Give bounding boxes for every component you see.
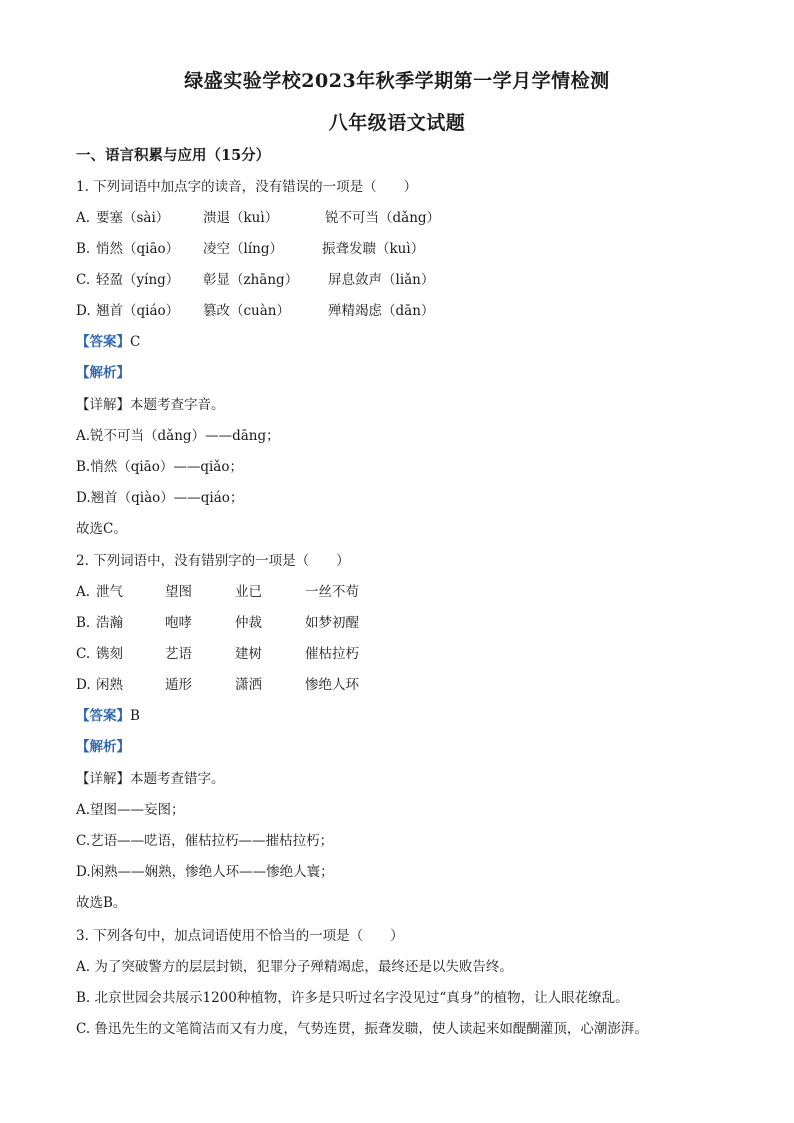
explanation-note: C.艺语——呓语，催枯拉朽——摧枯拉朽； (76, 833, 334, 849)
explanation-note: D.翘首（qiào）——qiáo； (76, 490, 244, 506)
question-3-option-b: B. 北京世园会共展示1200种植物，许多是只听过名字没见过“真身”的植物，让人眼花缭乱。 (76, 990, 629, 1006)
exam-subtitle: 八年级语文试题 (328, 112, 466, 134)
answer-tag: 【答案】 (76, 708, 130, 724)
option-item: 锐不可当（dǎng） (325, 210, 441, 226)
option-item: 遁形 (165, 677, 192, 693)
option-item: 艺语 (165, 646, 192, 662)
explanation-note: D.闲熟——娴熟，惨绝人环——惨绝人寰； (76, 864, 334, 880)
conclusion-line: 故选B。 (76, 895, 127, 911)
answer-tag: 【答案】 (76, 334, 130, 350)
question-1-stem: 1. 下列词语中加点字的读音，没有错误的一项是（ ） (76, 179, 418, 195)
option-letter: C. (76, 272, 91, 288)
option-item: 屏息敛声（liǎn） (328, 272, 435, 288)
option-letter: B. (76, 615, 91, 631)
option-item: 仲裁 (235, 615, 262, 631)
explanation-note: A.锐不可当（dǎng）——dāng； (76, 428, 280, 444)
option-letter: A. (76, 210, 91, 226)
option-item: 振聋发聩（kuì） (322, 241, 425, 257)
detail-line: 【详解】本题考查错字。 (76, 771, 225, 787)
conclusion-line: 故选C。 (76, 521, 127, 537)
question-3-option-a: A. 为了突破警方的层层封锁，犯罪分子殚精竭虑，最终还是以失败告终。 (76, 959, 513, 975)
answer-value: C (130, 334, 141, 350)
option-item: 轻盈（yíng） (96, 272, 180, 288)
option-item: 篡改（cuàn） (203, 303, 290, 319)
detail-line: 【详解】本题考查字音。 (76, 397, 225, 413)
option-item: 彰显（zhāng） (203, 272, 299, 288)
option-item: 溃退（kuì） (203, 210, 279, 226)
option-item: 殚精竭虑（dān） (328, 303, 435, 319)
question-2-stem: 2. 下列词语中，没有错别字的一项是（ ） (76, 553, 350, 569)
option-item: 如梦初醒 (305, 615, 359, 631)
option-item: 业已 (235, 584, 262, 600)
option-item: 泄气 (96, 584, 123, 600)
answer-line-1 (76, 332, 140, 352)
section-heading: 一、语言积累与应用（15分） (76, 147, 271, 164)
option-item: 催枯拉朽 (305, 646, 359, 662)
option-item: 惨绝人环 (305, 677, 359, 693)
option-item: 潇洒 (235, 677, 262, 693)
option-item: 要塞（sài） (96, 210, 170, 226)
option-item: 翘首（qiáo） (96, 303, 180, 319)
explanation-note: B.悄然（qiāo）——qiǎo； (76, 459, 243, 475)
option-item: 浩瀚 (96, 615, 123, 631)
answer-line-2 (76, 706, 140, 726)
analysis-tag: 【解析】 (76, 739, 130, 755)
option-letter: A. (76, 584, 91, 600)
option-item: 镌刻 (96, 646, 123, 662)
explanation-note: A.望图——妄图； (76, 802, 185, 818)
answer-value: B (130, 708, 140, 724)
question-3-option-c: C. 鲁迅先生的文笔简洁而又有力度，气势连贯，振聋发聩，使人读起来如醍醐灌顶，心潮澎湃。 (76, 1021, 648, 1037)
option-item: 望图 (165, 584, 192, 600)
option-letter: C. (76, 646, 91, 662)
option-letter: D. (76, 303, 91, 319)
option-item: 一丝不苟 (305, 584, 359, 600)
option-item: 咆哮 (165, 615, 192, 631)
exam-title: 绿盛实验学校2023年秋季学期第一学月学情检测 (184, 70, 610, 92)
option-item: 闲熟 (96, 677, 123, 693)
option-letter: D. (76, 677, 91, 693)
option-item: 凌空（líng） (203, 241, 283, 257)
question-3-stem: 3. 下列各句中，加点词语使用不恰当的一项是（ ） (76, 928, 404, 944)
option-item: 建树 (235, 646, 262, 662)
analysis-tag: 【解析】 (76, 365, 130, 381)
option-letter: B. (76, 241, 91, 257)
option-item: 悄然（qiāo） (96, 241, 180, 257)
